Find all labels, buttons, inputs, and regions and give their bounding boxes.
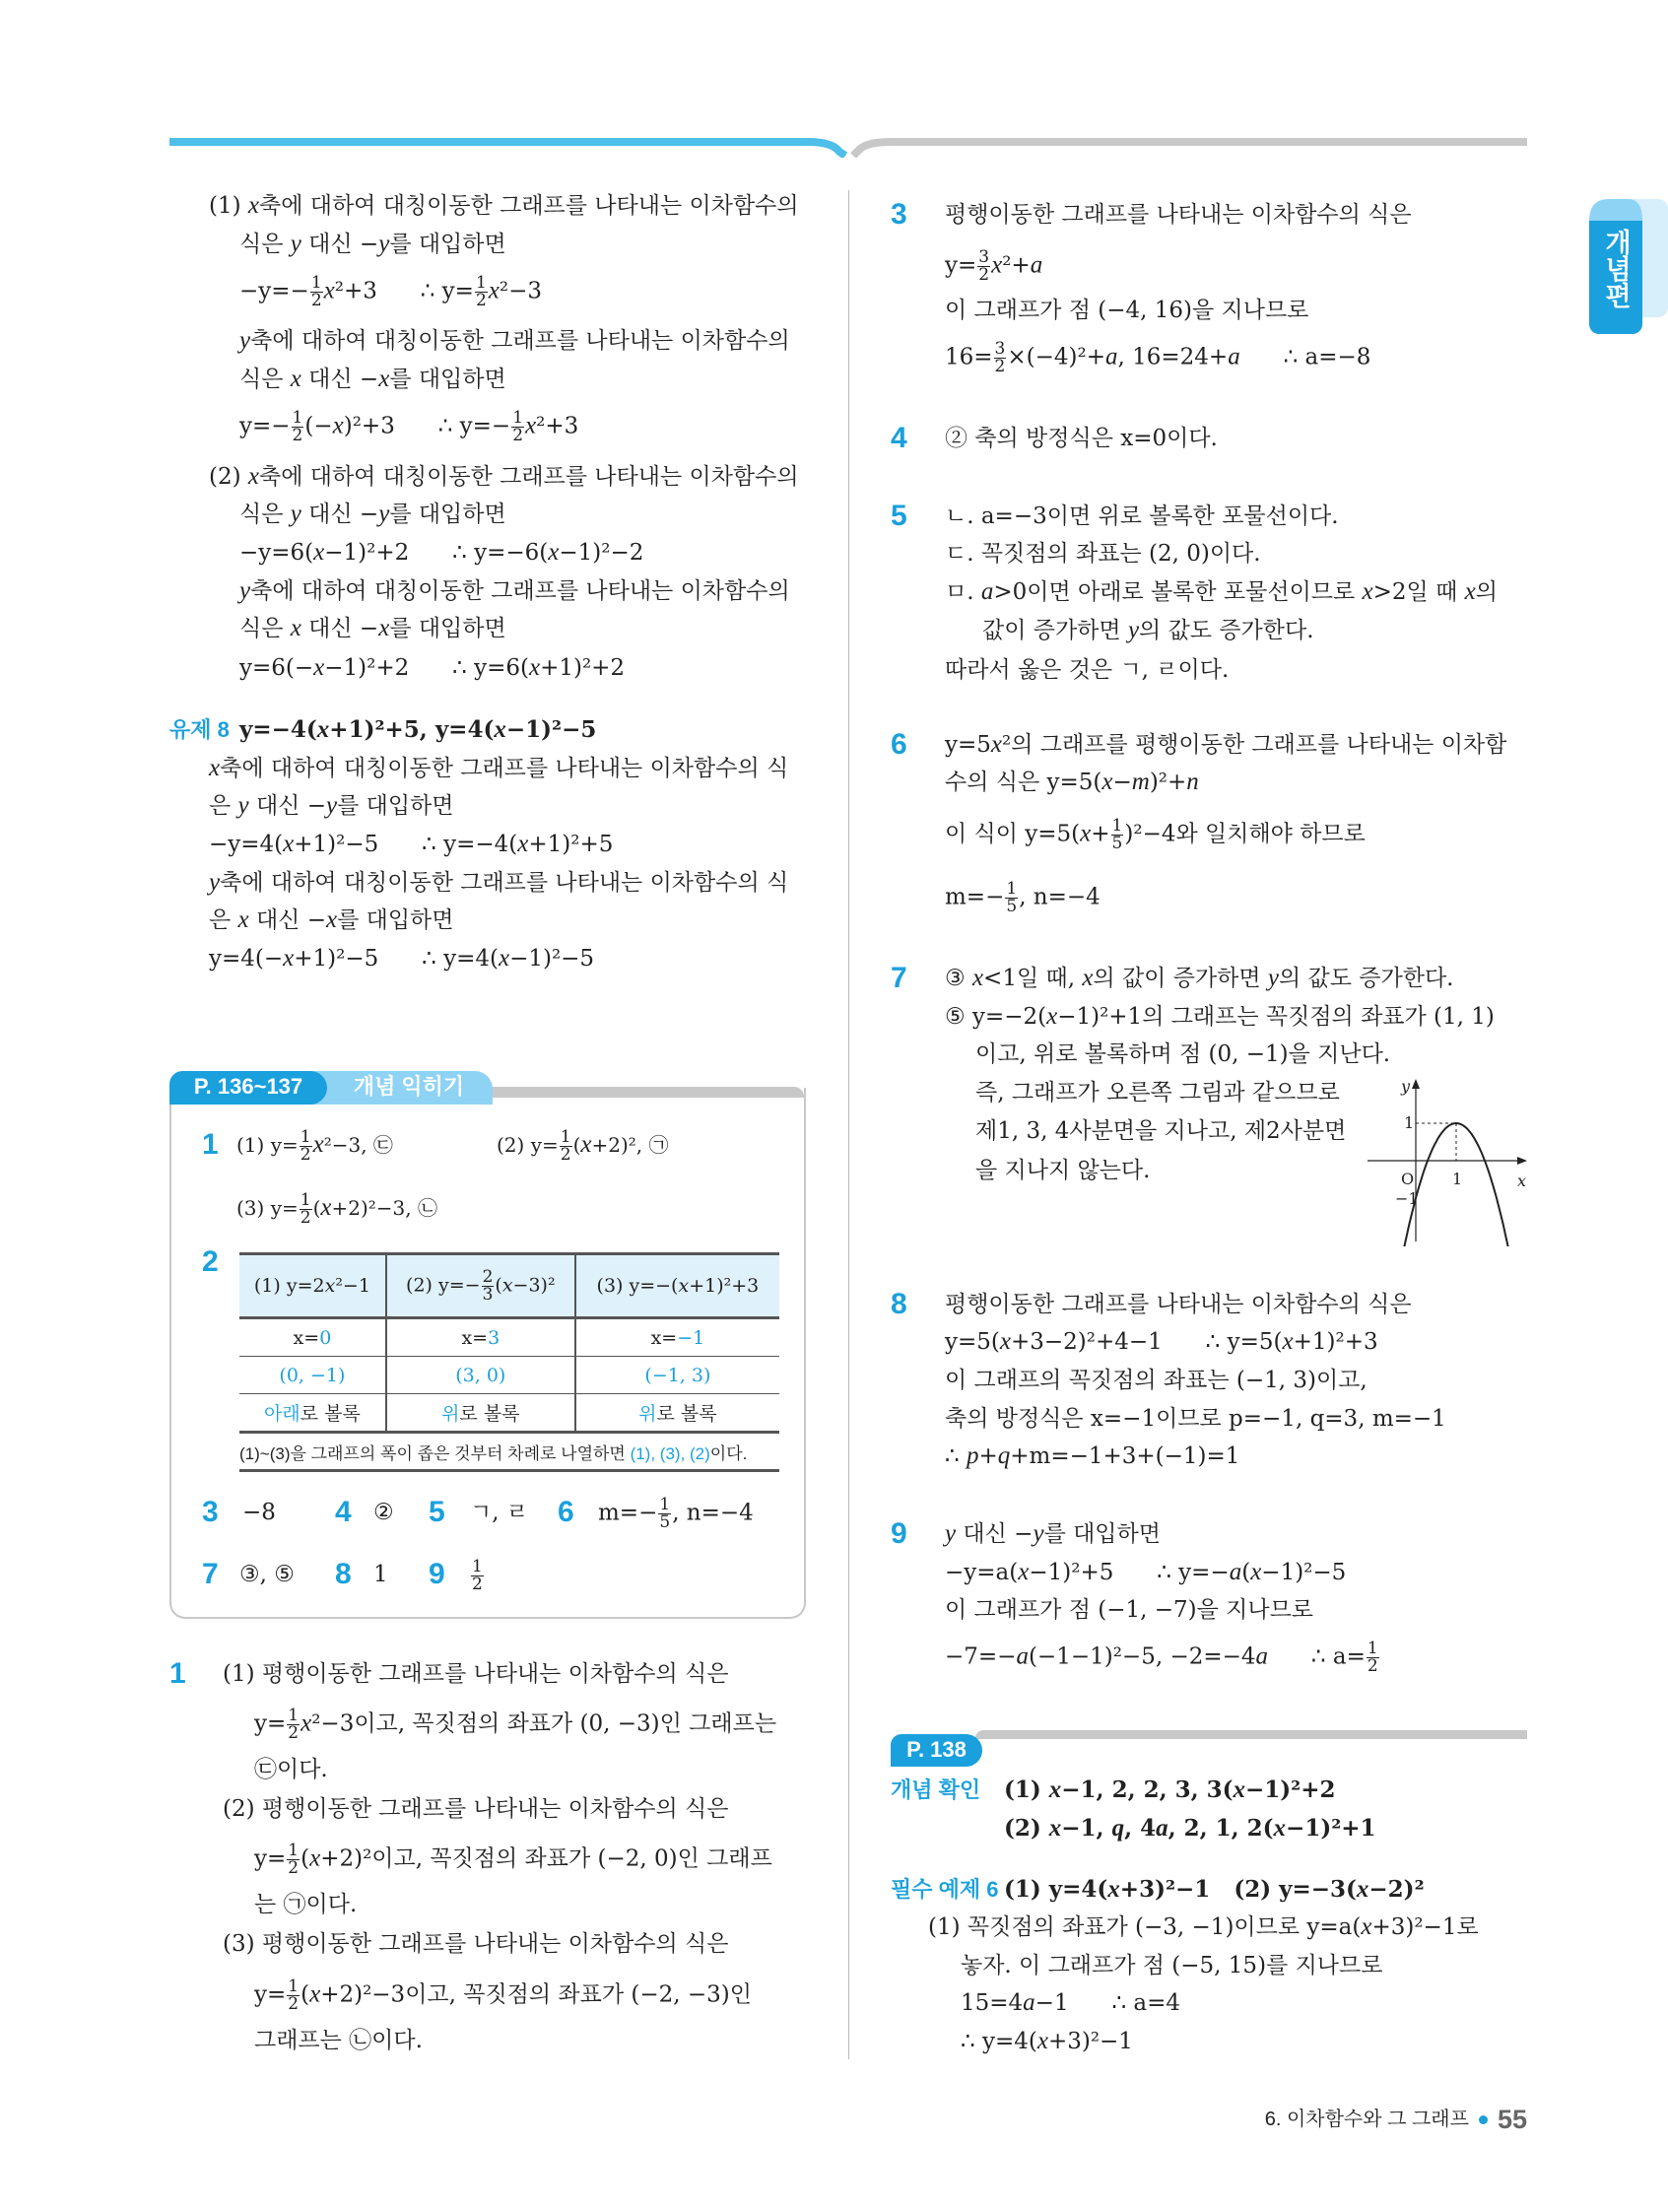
text-line: y축에 대하여 대칭이동한 그래프를 나타내는 이차함수의 식 bbox=[209, 869, 789, 896]
table-cell: (−1, 3) bbox=[575, 1357, 779, 1394]
y-axis-label: y bbox=[1401, 1077, 1411, 1096]
text-line: ㅁ. a>0이면 아래로 볼록한 포물선이므로 x>2일 때 x의 bbox=[945, 578, 1498, 605]
text-line: (3) 평행이동한 그래프를 나타내는 이차함수의 식은 bbox=[223, 1931, 729, 1957]
solution-number: 8 bbox=[891, 1288, 907, 1320]
solution-number: 9 bbox=[891, 1517, 907, 1550]
concept-check-label: 개념 확인 bbox=[891, 1777, 981, 1802]
text-line: 값이 증가하면 y의 값도 증가한다. bbox=[982, 617, 1314, 643]
table-cell: (0, −1) bbox=[239, 1357, 386, 1394]
question-number: 4 bbox=[335, 1496, 352, 1528]
text-line: 수의 식은 y=5(x−m)²+n bbox=[945, 769, 1199, 795]
text-line: 식은 y 대신 −y를 대입하면 bbox=[239, 501, 506, 527]
page-range-badge: P. 136~137 bbox=[169, 1071, 327, 1105]
question-number: 1 bbox=[202, 1128, 219, 1161]
column-divider bbox=[848, 190, 849, 2059]
answer: m=− $\frac{1}{5}$ , n=−4 bbox=[598, 1495, 754, 1532]
table-header: (3) y=−(x+1)²+3 bbox=[575, 1254, 779, 1318]
p138-header-bar bbox=[975, 1730, 1527, 1739]
top-rule bbox=[0, 128, 1668, 158]
table-cell: 위로 볼록 bbox=[575, 1394, 779, 1433]
concept-answer: (2) x−1, q, 4a, 2, 1, 2(x−1)²+1 bbox=[1004, 1815, 1376, 1842]
table-cell: x=−1 bbox=[575, 1318, 779, 1357]
x-axis-label: x bbox=[1517, 1172, 1527, 1190]
text-line: 식은 x 대신 −x를 대입하면 bbox=[239, 366, 506, 392]
yuje-answer: y=−4(x+1)²+5, y=4(x−1)²−5 bbox=[239, 716, 597, 743]
text-line: (1) 꼭짓점의 좌표가 (−3, −1)이므로 y=a(x+3)²−1로 bbox=[928, 1913, 1479, 1940]
question-number: 2 bbox=[202, 1245, 219, 1278]
math-line: 16= $\frac{3}{2}$ ×(−4)²+a, 16=24+a ∴ a=−8 bbox=[945, 339, 1371, 376]
answer: ㄱ, ㄹ bbox=[470, 1500, 529, 1525]
text-line: ② 축의 방정식은 x=0이다. bbox=[945, 426, 1218, 451]
text-line: 따라서 옳은 것은 ㄱ, ㄹ이다. bbox=[945, 657, 1230, 683]
text-line: y=5x²의 그래프를 평행이동한 그래프를 나타내는 이차함 bbox=[945, 731, 1507, 758]
answer: −8 bbox=[242, 1500, 276, 1525]
math-line: 15=4a−1 ∴ a=4 bbox=[961, 1989, 1181, 2016]
text-line: 는 ㉠이다. bbox=[254, 1892, 358, 1917]
text-line: 즉, 그래프가 오른쪽 그림과 같으므로 bbox=[975, 1080, 1340, 1106]
example-answer: (1) y=4(x+3)²−1 (2) y=−3(x−2)² bbox=[1004, 1876, 1425, 1903]
math-line: y=− $\frac{1}{2}$ (−x)²+3 ∴ y=− $\frac{1}{2}$ x²+3 bbox=[239, 408, 579, 445]
page-badge-138: P. 138 bbox=[891, 1734, 982, 1767]
y-intercept-label: −1 bbox=[1395, 1189, 1419, 1208]
answer: (3) y= $\frac{1}{2}$ (x+2)²−3, ㉡ bbox=[236, 1190, 437, 1228]
table-cell: 위로 볼록 bbox=[386, 1394, 575, 1433]
text-line: 이 식이 y=5(x+ $\frac{1}{5}$ )²−4와 일치해야 하므로 bbox=[945, 816, 1366, 853]
text-line: 이 그래프가 점 (−4, 16)을 지나므로 bbox=[945, 298, 1309, 323]
math-line: y=5(x+3−2)²+4−1 ∴ y=5(x+1)²+3 bbox=[945, 1328, 1378, 1355]
table-cell: x=0 bbox=[239, 1318, 386, 1357]
text-line: 은 x 대신 −x를 대입하면 bbox=[209, 906, 454, 933]
page-number: 55 bbox=[1497, 2105, 1527, 2134]
math-line: y=4(−x+1)²−5 ∴ y=4(x−1)²−5 bbox=[209, 945, 595, 972]
question-number: 8 bbox=[335, 1558, 352, 1590]
text-line: 식은 y 대신 −y를 대입하면 bbox=[239, 231, 506, 257]
answer: ③, ⑤ bbox=[239, 1562, 295, 1587]
math-line: y= $\frac{3}{2}$ x²+a bbox=[945, 247, 1043, 285]
side-tab-label[interactable]: 개념편 bbox=[1601, 229, 1631, 308]
question-number: 6 bbox=[558, 1496, 574, 1528]
footer-dot bbox=[1479, 2115, 1488, 2124]
concept-answer: (1) x−1, 2, 2, 3, 3(x−1)²+2 bbox=[1004, 1776, 1336, 1803]
x-tick-label: 1 bbox=[1452, 1170, 1463, 1188]
text-line: y= $\frac{1}{2}$ (x+2)²이고, 꼭짓점의 좌표가 (−2, 0)인 그래프 bbox=[254, 1841, 772, 1878]
table-row-shape bbox=[239, 1394, 779, 1433]
text-line: ③ x<1일 때, x의 값이 증가하면 y의 값도 증가한다. bbox=[945, 965, 1454, 991]
text-line: 이 그래프가 점 (−1, −7)을 지나므로 bbox=[945, 1597, 1314, 1623]
box-title-tab: 개념 익히기 bbox=[305, 1071, 493, 1105]
answer: ② bbox=[373, 1500, 394, 1525]
math-line: −7=−a(−1−1)²−5, −2=−4a ∴ a= $\frac{1}{2}$ bbox=[945, 1639, 1378, 1676]
text-line: (2) x축에 대하여 대칭이동한 그래프를 나타내는 이차함수의 bbox=[209, 463, 799, 490]
table-header: (1) y=2x²−1 bbox=[239, 1254, 386, 1318]
answer: 1 bbox=[373, 1562, 388, 1587]
text-line: 그래프는 ㉡이다. bbox=[254, 2028, 423, 2053]
solution-number: 7 bbox=[891, 962, 907, 994]
text-line: ⑤ y=−2(x−1)²+1의 그래프는 꼭짓점의 좌표가 (1, 1) bbox=[945, 1003, 1495, 1030]
table-cell: 아래로 볼록 bbox=[239, 1394, 386, 1433]
text-line: (1) x축에 대하여 대칭이동한 그래프를 나타내는 이차함수의 bbox=[209, 192, 799, 219]
text-line: 이 그래프의 꼭짓점의 좌표는 (−1, 3)이고, bbox=[945, 1368, 1368, 1393]
solution-number: 3 bbox=[891, 198, 907, 231]
table-cell: (3, 0) bbox=[386, 1357, 575, 1394]
text-line: 을 지나지 않는다. bbox=[975, 1158, 1151, 1183]
math-line: −y=− $\frac{1}{2}$ x²+3 ∴ y= $\frac{1}{2}$ x²−3 bbox=[239, 273, 543, 310]
math-line: ∴ p+q+m=−1+3+(−1)=1 bbox=[945, 1442, 1240, 1469]
math-line: −y=6(x−1)²+2 ∴ y=−6(x−1)²−2 bbox=[239, 539, 644, 566]
answer: (2) y= $\frac{1}{2}$ (x+2)², ㉠ bbox=[497, 1127, 669, 1165]
math-line: m=− $\frac{1}{5}$ , n=−4 bbox=[945, 879, 1101, 916]
text-line: x축에 대하여 대칭이동한 그래프를 나타내는 이차함수의 식 bbox=[209, 755, 789, 781]
text-line: y= $\frac{1}{2}$ (x+2)²−3이고, 꼭짓점의 좌표가 (−2, −3)인 bbox=[254, 1977, 752, 2014]
text-line: y= $\frac{1}{2}$ x²−3이고, 꼭짓점의 좌표가 (0, −3)인 그래프는 bbox=[254, 1706, 777, 1743]
y-tick-label: 1 bbox=[1404, 1113, 1415, 1132]
parabola-table bbox=[239, 1252, 779, 1472]
question-number: 7 bbox=[202, 1558, 219, 1590]
answer: $\frac{1}{2}$ bbox=[472, 1557, 483, 1594]
text-line: (2) 평행이동한 그래프를 나타내는 이차함수의 식은 bbox=[223, 1796, 729, 1822]
parabola-graph bbox=[1368, 1069, 1535, 1246]
solution-number: 5 bbox=[891, 500, 907, 532]
math-line: −y=4(x+1)²−5 ∴ y=−4(x+1)²+5 bbox=[209, 831, 614, 857]
origin-label: O bbox=[1401, 1170, 1415, 1188]
y-axis-arrow bbox=[1412, 1079, 1420, 1089]
text-line: y축에 대하여 대칭이동한 그래프를 나타내는 이차함수의 bbox=[239, 577, 790, 604]
table-row-vertex bbox=[239, 1357, 779, 1394]
box-header-bar bbox=[487, 1087, 804, 1098]
text-line: ㉢이다. bbox=[254, 1757, 328, 1782]
example-label: 필수 예제 6 bbox=[891, 1877, 999, 1902]
text-line: ㄷ. 꼭짓점의 좌표는 (2, 0)이다. bbox=[945, 541, 1261, 567]
question-number: 9 bbox=[429, 1558, 445, 1590]
math-line: −y=a(x−1)²+5 ∴ y=−a(x−1)²−5 bbox=[945, 1559, 1347, 1585]
text-line: 놓자. 이 그래프가 점 (−5, 15)를 지나므로 bbox=[961, 1953, 1383, 1978]
solution-number: 6 bbox=[891, 728, 907, 761]
answer: (1) y= $\frac{1}{2}$ x²−3, ㉢ bbox=[236, 1127, 393, 1165]
text-line: 제1, 3, 4사분면을 지나고, 제2사분면 bbox=[975, 1118, 1347, 1144]
math-line: ∴ y=4(x+3)²−1 bbox=[961, 2028, 1133, 2054]
text-line: 이고, 위로 볼록하며 점 (0, −1)을 지난다. bbox=[975, 1041, 1391, 1067]
text-line: y축에 대하여 대칭이동한 그래프를 나타내는 이차함수의 bbox=[239, 327, 790, 354]
chapter-title: 6. 이차함수와 그 그래프 bbox=[1264, 2109, 1469, 2130]
footer bbox=[1265, 2105, 1527, 2134]
math-line: y=6(−x−1)²+2 ∴ y=6(x+1)²+2 bbox=[239, 654, 626, 681]
text-line: (1) 평행이동한 그래프를 나타내는 이차함수의 식은 bbox=[223, 1661, 729, 1687]
text-line: 축의 방정식은 x=−1이므로 p=−1, q=3, m=−1 bbox=[945, 1406, 1446, 1432]
yuje-label: 유제 8 bbox=[169, 717, 230, 742]
question-number: 3 bbox=[202, 1496, 219, 1528]
text-line: 평행이동한 그래프를 나타내는 이차함수의 식은 bbox=[945, 1292, 1412, 1317]
table-cell: x=3 bbox=[386, 1318, 575, 1357]
text-line: 식은 x 대신 −x를 대입하면 bbox=[239, 615, 506, 641]
question-number: 5 bbox=[429, 1496, 445, 1528]
text-line: 평행이동한 그래프를 나타내는 이차함수의 식은 bbox=[945, 202, 1412, 228]
solution-number: 4 bbox=[891, 422, 907, 454]
table-row-axis bbox=[239, 1318, 779, 1357]
table-note: (1)~(3)을 그래프의 폭이 좁은 것부터 차례로 나열하면 (1), (3), (2)이다. bbox=[239, 1433, 779, 1471]
text-line: 은 y 대신 −y를 대입하면 bbox=[209, 792, 454, 819]
solution-number: 1 bbox=[169, 1657, 186, 1690]
table-header: (2) y=− $\frac{2}{3}$ (x−3)² bbox=[386, 1254, 575, 1318]
text-line: y 대신 −y를 대입하면 bbox=[945, 1520, 1161, 1547]
x-axis-arrow bbox=[1517, 1157, 1527, 1165]
text-line: ㄴ. a=−3이면 위로 볼록한 포물선이다. bbox=[945, 503, 1339, 529]
